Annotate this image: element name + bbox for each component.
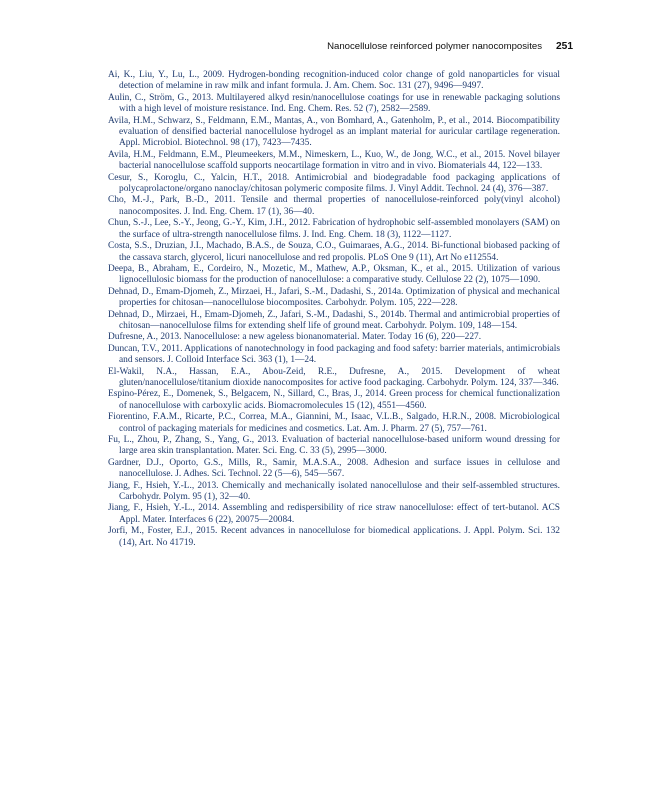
reference-entry: Avila, H.M., Schwarz, S., Feldmann, E.M., Mantas, A., von Bomhard, A., Gatenholm, P., et al., 2014. Biocompatibility evaluation of densified bacterial nanocellulose hydrogel as an implant material for auricular cartilage regeneration. Appl. Microbiol. Biotechnol. 98 (17), 7423—7435. (108, 115, 560, 149)
reference-entry: Chun, S.-J., Lee, S.-Y., Jeong, G.-Y., Kim, J.H., 2012. Fabrication of hydrophobic self-assembled monolayers (SAM) on the surface of ultra-strength nanocellulose films. J. Ind. Eng. Chem. 18 (3), 1122—1127. (108, 218, 560, 240)
reference-entry: Aulin, C., Ström, G., 2013. Multilayered alkyd resin/nanocellulose coatings for use in renewable packaging solutions with a high level of moisture resistance. Ind. Eng. Chem. Res. 52 (7), 2582—2589. (108, 92, 560, 115)
reference-entry: Jiang, F., Hsieh, Y.-L., 2014. Assembling and redispersibility of rice straw nanocellulose: effect of tert-butanol. ACS Appl. Mater. Interfaces 6 (22), 20075—20084. (108, 503, 560, 525)
page-number: 251 (556, 41, 573, 52)
running-title: Nanocellulose reinforced polymer nanocomposites (327, 41, 542, 52)
reference-entry: Fu, L., Zhou, P., Zhang, S., Yang, G., 2013. Evaluation of bacterial nanocellulose-based uniform wound dressing for large area skin transplantation. Mater. Sci. Eng. C. 33 (5), 2995—3000. (108, 435, 560, 457)
reference-entry: Dehnad, D., Emam-Djomeh, Z., Mirzaei, H., Jafari, S.-M., Dadashi, S., 2014a. Optimization of physical and mechanical properties for chitosan—nanocellulose biocomposites. Carbohydr. Polym. 105, 222—228. (108, 286, 560, 309)
reference-entry: Cho, M.-J., Park, B.-D., 2011. Tensile and thermal properties of nanocellulose-reinforced poly(vinyl alcohol) nanocomposites. J. Ind. Eng. Chem. 17 (1), 36—40. (108, 195, 560, 217)
reference-entry: Jorfi, M., Foster, E.J., 2015. Recent advances in nanocellulose for biomedical applications. J. Appl. Polym. Sci. 132 (14), Art. No 41719. (108, 526, 560, 548)
reference-entry: El-Wakil, N.A., Hassan, E.A., Abou-Zeid, R.E., Dufresne, A., 2015. Development of wheat gluten/nanocellulose/titanium dioxide nanocomposites for active food packaging. Carbohydr. Polym. 124, 337—346. (108, 366, 560, 388)
reference-entry: Cesur, S., Koroglu, C., Yalcin, H.T., 2018. Antimicrobial and biodegradable food packaging applications of polycaprolactone/organo nanoclay/chitosan polymeric composite films. J. Vinyl Addit. Technol. 24 (4), 376—387. (108, 172, 560, 195)
reference-list (108, 70, 560, 549)
reference-entry: Dehnad, D., Mirzaei, H., Emam-Djomeh, Z., Jafari, S.-M., Dadashi, S., 2014b. Thermal and antimicrobial properties of chitosan—nanocellulose films for extending shelf life of ground meat. Carbohydr. Polym. 109, 148—154. (108, 309, 560, 331)
reference-entry: Gardner, D.J., Oporto, G.S., Mills, R., Samir, M.A.S.A., 2008. Adhesion and surface issues in cellulose and nanocellulose. J. Adhes. Sci. Technol. 22 (5—6), 545—567. (108, 457, 560, 480)
reference-entry: Ai, K., Liu, Y., Lu, L., 2009. Hydrogen-bonding recognition-induced color change of gold nanoparticles for visual detection of melamine in raw milk and infant formula. J. Am. Chem. Soc. 131 (27), 9496—9497. (108, 70, 560, 92)
reference-entry: Costa, S.S., Druzian, J.I., Machado, B.A.S., de Souza, C.O., Guimaraes, A.G., 2014. Bi-functional biobased packing of the cassava starch, glycerol, licuri nanocellulose and red propolis. PLoS One 9 (11), Art No e112554. (108, 241, 560, 263)
reference-entry: Avila, H.M., Feldmann, E.M., Pleumeekers, M.M., Nimeskern, L., Kuo, W., de Jong, W.C., et al., 2015. Novel bilayer bacterial nanocellulose scaffold supports neocartilage formation in vitro and in vivo. Biomaterials 44, 122—133. (108, 149, 560, 172)
reference-entry: Jiang, F., Hsieh, Y.-L., 2013. Chemically and mechanically isolated nanocellulose and their self-assembled structures. Carbohydr. Polym. 95 (1), 32—40. (108, 480, 560, 503)
page-header (0, 41, 573, 52)
reference-entry: Espino-Pérez, E., Domenek, S., Belgacem, N., Sillard, C., Bras, J., 2014. Green process for chemical functionalization of nanocellulose with carboxylic acids. Biomacromolecules 15 (12), 4551—4560. (108, 389, 560, 411)
reference-entry: Deepa, B., Abraham, E., Cordeiro, N., Mozetic, M., Mathew, A.P., Oksman, K., et al., 2015. Utilization of various lignocellulosic biomass for the production of nanocellulose: a comparative study. Cellulose 22 (2), 1075—1090. (108, 263, 560, 286)
reference-entry: Dufresne, A., 2013. Nanocellulose: a new ageless bionanomaterial. Mater. Today 16 (6), 220—227. (108, 332, 482, 343)
reference-entry: Duncan, T.V., 2011. Applications of nanotechnology in food packaging and food safety: barrier materials, antimicrobials and sensors. J. Colloid Interface Sci. 363 (1), 1—24. (108, 343, 560, 366)
reference-entry: Fiorentino, F.A.M., Ricarte, P.C., Correa, M.A., Giannini, M., Isaac, V.L.B., Salgado, H.R.N., 2008. Microbiological control of packaging materials for medicines and cosmetics. Lat. Am. J. Pharm. 27 (5), 757—761. (108, 412, 560, 434)
